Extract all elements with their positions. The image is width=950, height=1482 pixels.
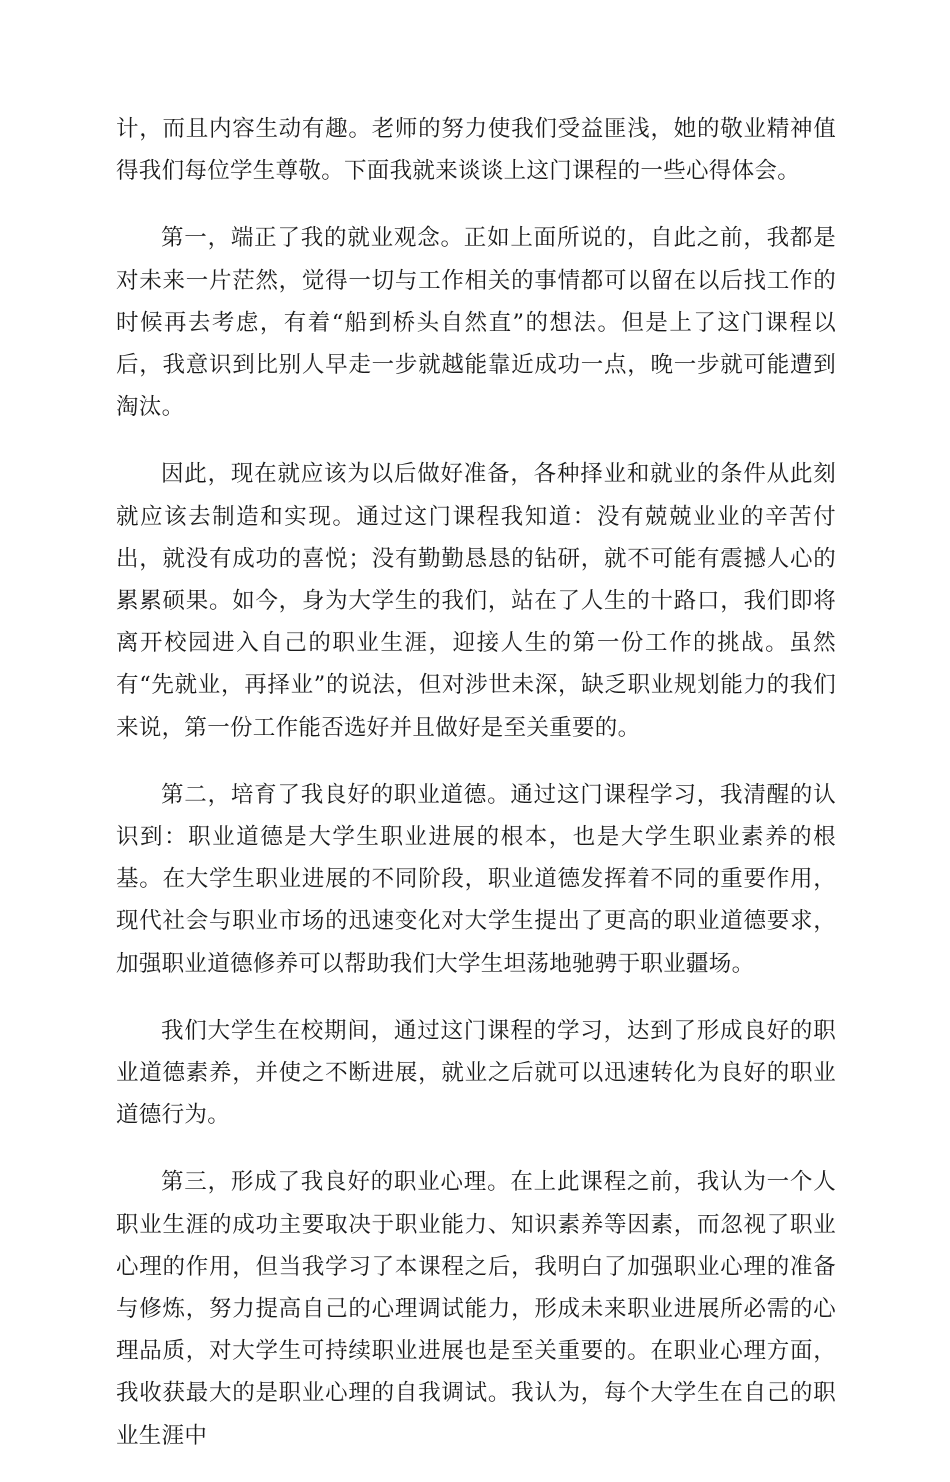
paragraph-preparation: 因此，现在就应该为以后做好准备，各种择业和就业的条件从此刻就应该去制造和实现。通过这门课程我知道：没有兢兢业业的辛苦付出，就没有成功的喜悦；没有勤勤恳恳的钻研，就不可能有震撼人心的累累硕果。如今，身为大学生的我们，站在了人生的十路口，我们即将离开校园进入自己的职业生涯，迎接人生的第一份工作的挑战。虽然有“先就业，再择业”的说法，但对涉世未深，缺乏职业规划能力的我们来说，第一份工作能否选好并且做好是至关重要的。 (116, 461, 836, 741)
paragraph-second-point: 第二，培育了我良好的职业道德。通过这门课程学习，我清醒的认识到：职业道德是大学生职业进展的根本，也是大学生职业素养的根基。在大学生职业进展的不同阶段，职业道德发挥着不同的重要作用，现代社会与职业市场的迅速变化对大学生提出了更高的职业道德要求，加强职业道德修养可以帮助我们大学生坦荡地驰骋于职业疆场。 (116, 781, 836, 977)
paragraph-continuation: 计，而且内容生动有趣。老师的努力使我们受益匪浅，她的敬业精神值得我们每位学生尊敬。下面我就来谈谈上这门课程的一些心得体会。 (116, 116, 836, 185)
paragraph-moral-quality: 我们大学生在校期间，通过这门课程的学习，达到了形成良好的职业道德素养，并使之不断进展，就业之后就可以迅速转化为良好的职业道德行为。 (116, 1017, 836, 1129)
paragraph-first-point: 第一，端正了我的就业观念。正如上面所说的，自此之前，我都是对未来一片茫然，觉得一切与工作相关的事情都可以留在以后找工作的时候再去考虑，有着“船到桥头自然直”的想法。但是上了这门课程以后，我意识到比别人早走一步就越能靠近成功一点，晚一步就可能遭到淘汰。 (116, 225, 836, 421)
document-page (116, 108, 836, 1482)
paragraph-third-point: 第三，形成了我良好的职业心理。在上此课程之前，我认为一个人职业生涯的成功主要取决于职业能力、知识素养等因素，而忽视了职业心理的作用，但当我学习了本课程之后，我明白了加强职业心理的准备与修炼，努力提高自己的心理调试能力，形成未来职业进展所必需的心理品质，对大学生可持续职业进展也是至关重要的。在职业心理方面，我收获最大的是职业心理的自我调试。我认为，每个大学生在自己的职业生涯中 (116, 1169, 836, 1449)
